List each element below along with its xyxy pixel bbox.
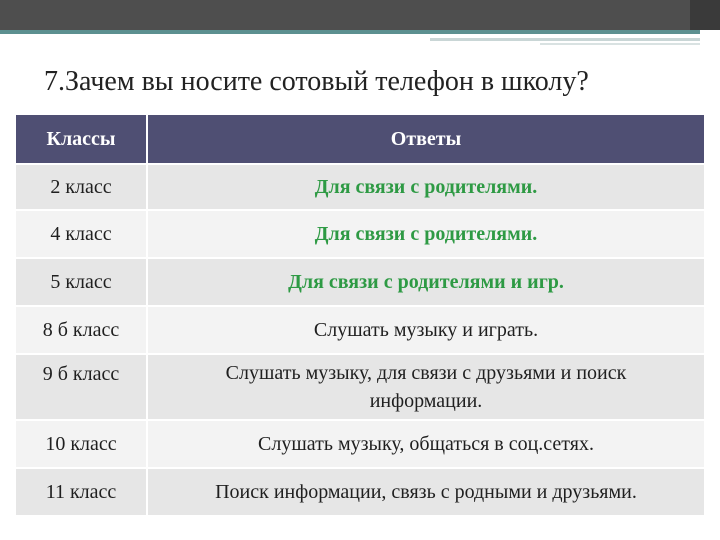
- accent-notch: [700, 30, 720, 46]
- class-cell: 8 б класс: [15, 306, 147, 354]
- class-cell: 9 б класс: [15, 354, 147, 420]
- table-row: [15, 306, 705, 354]
- slide-title: 7.Зачем вы носите сотовый телефон в школу?: [44, 66, 589, 97]
- header-answers: Ответы: [147, 114, 705, 164]
- table-row: [15, 420, 705, 468]
- accent-line-secondary: [430, 38, 700, 41]
- answer-cell: Для связи с родителями.: [147, 210, 705, 258]
- table-row: [15, 468, 705, 516]
- answer-cell: Для связи с родителями.: [147, 164, 705, 210]
- answer-cell: Поиск информации, связь с родными и друзьями.: [147, 468, 705, 516]
- accent-line: [0, 30, 700, 34]
- class-cell: 11 класс: [15, 468, 147, 516]
- table-header-row: [15, 114, 705, 164]
- class-cell: 4 класс: [15, 210, 147, 258]
- answer-cell: Для связи с родителями и игр.: [147, 258, 705, 306]
- answer-cell: Слушать музыку, для связи с друзьями и поиск информации.: [147, 354, 705, 420]
- table-row: [15, 164, 705, 210]
- class-cell: 2 класс: [15, 164, 147, 210]
- accent-line-tertiary: [540, 43, 700, 45]
- answers-table: [14, 113, 706, 517]
- top-decor-bar: [0, 0, 720, 30]
- table-row: [15, 210, 705, 258]
- header-classes: Классы: [15, 114, 147, 164]
- class-cell: 10 класс: [15, 420, 147, 468]
- table-row: [15, 258, 705, 306]
- answer-cell: Слушать музыку и играть.: [147, 306, 705, 354]
- top-decor-corner: [690, 0, 720, 30]
- class-cell: 5 класс: [15, 258, 147, 306]
- table-row: [15, 354, 705, 420]
- answer-cell: Слушать музыку, общаться в соц.сетях.: [147, 420, 705, 468]
